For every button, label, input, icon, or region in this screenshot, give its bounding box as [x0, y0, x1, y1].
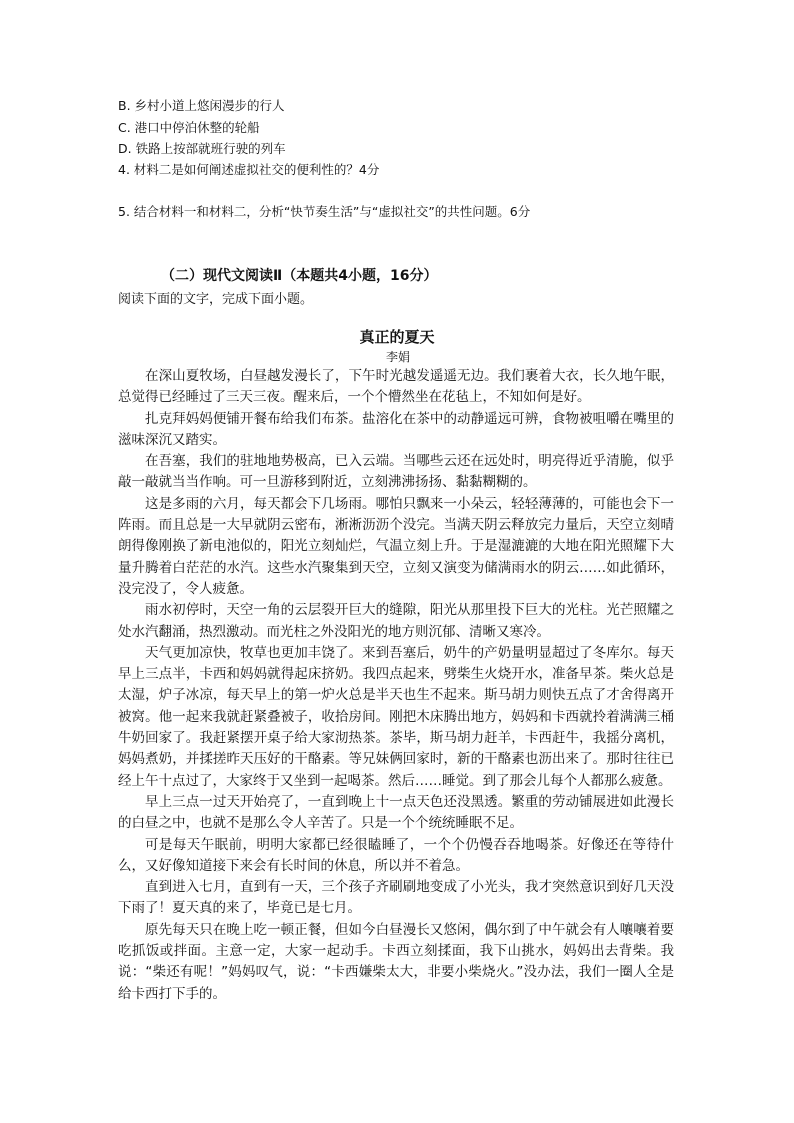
paragraph: 在深山夏牧场，白昼越发漫长了，下午时光越发遥遥无边。我们裹着大衣，长久地午眠，总觉得已经睡过了三天三夜。醒来后，一个个懵然坐在花毡上，不知如何是好。 [118, 368, 674, 406]
article-author: 李娟 [386, 350, 411, 364]
paragraph: 原先每天只在晚上吃一顿正餐，但如今白昼漫长又悠闲，偶尔到了中午就会有人嚷嚷着要吃抓饭或拌面。主意一定，大家一起动手。卡西立刻揉面，我下山挑水，妈妈出去背柴。我说：“柴还有呢！”妈妈叹气，说：“卡西嫌柴太大，非要小柴烧火。”没办法，我们一圈人全是给卡西打下手的。 [118, 921, 674, 1002]
paragraph: 这是多雨的六月，每天都会下几场雨。哪怕只飘来一小朵云，轻轻薄薄的，可能也会下一阵雨。而且总是一大早就阴云密布，淅淅沥沥个没完。当满天阴云释放完力量后，天空立刻晴朗得像刚换了新电池似的，阳光立刻灿烂，气温立刻上升。于是湿漉漉的大地在阳光照耀下大量升腾着白茫茫的水汽。这些水汽聚集到天空，立刻又演变为储满雨水的阴云……如此循环，没完没了，令人疲惫。 [118, 495, 674, 597]
paragraph: 在吾塞，我们的驻地地势极高，已入云端。当哪些云还在远处时，明亮得近乎清脆，似乎敲一敲就当当作响。可一旦游移到附近，立刻沸沸扬扬、黏黏糊糊的。 [118, 453, 674, 491]
option-b: B. 乡村小道上悠闲漫步的行人 [118, 98, 285, 113]
option-d: D. 铁路上按部就班行驶的列车 [118, 141, 286, 156]
paragraph: 早上三点一过天开始亮了，一直到晚上十一点天色还没黑透。繁重的劳动铺展进如此漫长的白昼之中，也就不是那么令人辛苦了。只是一个个统统睡眠不足。 [118, 793, 674, 832]
paragraph: 天气更加凉快，牧草也更加丰饶了。来到吾塞后，奶牛的产奶量明显超过了冬库尔。每天早上三点半，卡西和妈妈就得起床挤奶。我四点起来，劈柴生火烧开水，准备早茶。柴火总是太湿，炉子冰凉，每天早上的第一炉火总是半天也生不起来。斯马胡力则快五点了才舍得离开被窝。他一起来我就赶紧叠被子，收拾房间。刚把木床腾出地方，妈妈和卡西就拎着满满三桶牛奶回家了。我赶紧摆开桌子给大家沏热茶。茶毕，斯马胡力赶羊，卡西赶牛，我摇分离机，妈妈煮奶，并揉搓昨天压好的干酪素。等兄妹俩回家时，新的干酪素也沥出来了。那时往往已经上午十点过了，大家终于又坐到一起喝茶。然后……睡觉。到了那会儿每个人都那么疲惫。 [118, 644, 674, 789]
option-c: C. 港口中停泊休整的轮船 [118, 120, 260, 135]
paragraph: 直到进入七月，直到有一天，三个孩子齐刷刷地变成了小光头，我才突然意识到好几天没下雨了！夏天真的来了，毕竟已是七月。 [118, 879, 674, 917]
question-5: 5. 结合材料一和材料二，分析“快节奏生活”与“虚拟社交”的共性问题。6分 [118, 204, 531, 219]
paragraph: 扎克拜妈妈便铺开餐布给我们布茶。盐溶化在茶中的动静遥远可辨，食物被咀嚼在嘴里的滋味深沉又踏实。 [118, 410, 674, 448]
paragraph: 可是每天午眠前，明明大家都已经很瞌睡了，一个个仍慢吞吞地喝茶。好像还在等待什么，又好像知道接下来会有长时间的休息，所以并不着急。 [118, 836, 674, 874]
question-4: 4. 材料二是如何阐述虚拟社交的便利性的？4分 [118, 162, 380, 177]
article-title: 真正的夏天 [359, 328, 435, 346]
section-instruction: 阅读下面的文字，完成下面小题。 [118, 292, 314, 307]
article-body [118, 366, 674, 1005]
section-heading: （二）现代文阅读Ⅱ（本题共4小题，16分） [161, 268, 438, 284]
paragraph: 雨水初停时，天空一角的云层裂开巨大的缝隙，阳光从那里投下巨大的光柱。光芒照耀之处水汽翻涌，热烈激动。而光柱之外没阳光的地方则沉郁、清晰又寒冷。 [118, 602, 674, 640]
